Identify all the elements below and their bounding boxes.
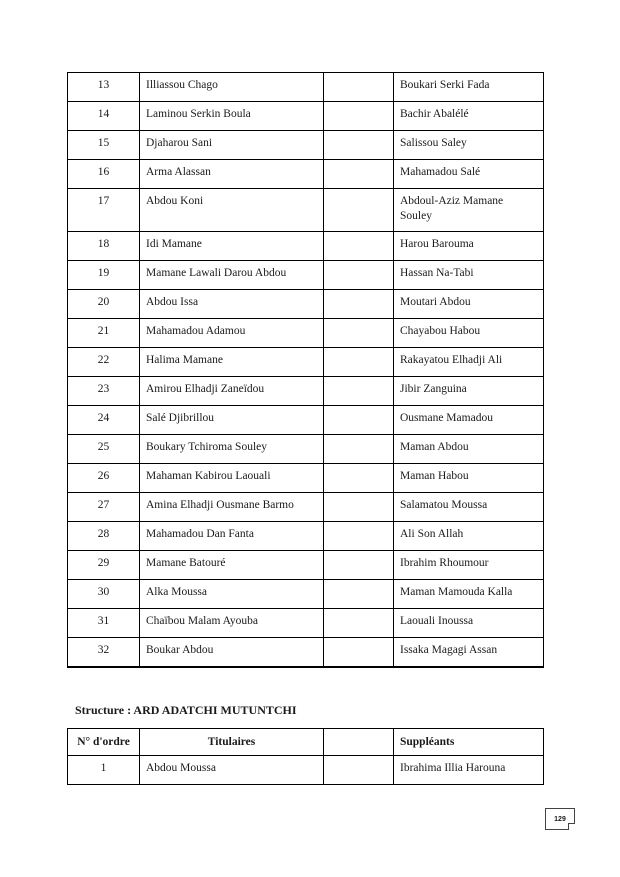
suppleant-name: Maman Abdou [394,435,544,464]
blank-cell [324,102,394,131]
suppleant-name: Laouali Inoussa [394,609,544,638]
suppleant-name: Mahamadou Salé [394,160,544,189]
table-row [68,290,544,319]
suppleant-name: Boukari Serki Fada [394,73,544,102]
table-row [68,493,544,522]
order-number: 17 [68,189,140,232]
suppleant-name: Ousmane Mamadou [394,406,544,435]
order-number: 14 [68,102,140,131]
titulaire-name: Chaïbou Malam Ayouba [140,609,324,638]
table-row [68,261,544,290]
order-number: 30 [68,580,140,609]
titulaire-name: Arma Alassan [140,160,324,189]
blank-cell [324,406,394,435]
order-number: 27 [68,493,140,522]
order-number: 20 [68,290,140,319]
suppleant-name: Maman Habou [394,464,544,493]
header-order: N° d'ordre [68,729,140,756]
table-row [68,406,544,435]
table-row [68,160,544,189]
order-number: 15 [68,131,140,160]
suppleant-name: Issaka Magagi Assan [394,638,544,668]
titulaire-name: Amina Elhadji Ousmane Barmo [140,493,324,522]
blank-cell [324,189,394,232]
titulaire-name: Halima Mamane [140,348,324,377]
table-row [68,522,544,551]
suppleant-name: Rakayatou Elhadji Ali [394,348,544,377]
suppleant-name: Moutari Abdou [394,290,544,319]
suppleant-name: Jibir Zanguina [394,377,544,406]
suppleant-name: Ibrahim Rhoumour [394,551,544,580]
titulaire-name: Mahamadou Dan Fanta [140,522,324,551]
page-number: 129 [545,808,575,830]
order-number: 24 [68,406,140,435]
order-number: 19 [68,261,140,290]
suppleant-name: Ali Son Allah [394,522,544,551]
table-row [68,102,544,131]
table-row [68,319,544,348]
table-row [68,348,544,377]
titulaire-name: Laminou Serkin Boula [140,102,324,131]
titulaire-name: Abdou Koni [140,189,324,232]
blank-cell [324,348,394,377]
header-blank [324,729,394,756]
titulaire-name: Salé Djibrillou [140,406,324,435]
titulaire-name: Djaharou Sani [140,131,324,160]
order-number: 31 [68,609,140,638]
suppleant-name: Salissou Saley [394,131,544,160]
blank-cell [324,290,394,319]
blank-cell [324,522,394,551]
order-number: 26 [68,464,140,493]
table-row [68,609,544,638]
suppleant-name: Maman Mamouda Kalla [394,580,544,609]
table-row [68,189,544,232]
table-header-row [68,729,544,756]
order-number: 29 [68,551,140,580]
blank-cell [324,435,394,464]
titulaire-name: Mamane Lawali Darou Abdou [140,261,324,290]
blank-cell [324,160,394,189]
order-number: 25 [68,435,140,464]
blank-cell [324,261,394,290]
table-row [68,638,544,668]
order-number: 18 [68,232,140,261]
structure-members-table [67,728,544,785]
table-row [68,551,544,580]
blank-cell [324,580,394,609]
suppleant-name: Salamatou Moussa [394,493,544,522]
order-number: 16 [68,160,140,189]
blank-cell [324,73,394,102]
titulaire-name: Mahamadou Adamou [140,319,324,348]
order-number: 13 [68,73,140,102]
order-number: 32 [68,638,140,668]
titulaire-name: Idi Mamane [140,232,324,261]
table-row [68,73,544,102]
table-row [68,756,544,785]
suppleant-name: Abdoul-Aziz Mamane Souley [394,189,544,232]
table-row [68,377,544,406]
titulaire-name: Alka Moussa [140,580,324,609]
blank-cell [324,609,394,638]
titulaire-name: Boukary Tchiroma Souley [140,435,324,464]
blank-cell [324,131,394,160]
blank-cell [324,232,394,261]
suppleant-name: Chayabou Habou [394,319,544,348]
header-titulaires: Titulaires [140,729,324,756]
table-row [68,580,544,609]
suppleant-name: Harou Barouma [394,232,544,261]
suppleant-name: Ibrahima Illia Harouna [394,756,544,785]
header-suppleants: Suppléants [394,729,544,756]
members-table [67,72,544,668]
table-row [68,232,544,261]
suppleant-name: Hassan Na-Tabi [394,261,544,290]
titulaire-name: Abdou Issa [140,290,324,319]
table-row [68,464,544,493]
order-number: 28 [68,522,140,551]
order-number: 21 [68,319,140,348]
structure-heading: Structure : ARD ADATCHI MUTUNTCHI [75,703,297,717]
titulaire-name: Abdou Moussa [140,756,324,785]
titulaire-name: Illiassou Chago [140,73,324,102]
blank-cell [324,319,394,348]
blank-cell [324,551,394,580]
table-row [68,435,544,464]
blank-cell [324,756,394,785]
suppleant-name: Bachir Abalélé [394,102,544,131]
titulaire-name: Amirou Elhadji Zaneïdou [140,377,324,406]
blank-cell [324,464,394,493]
titulaire-name: Mahaman Kabirou Laouali [140,464,324,493]
titulaire-name: Mamane Batouré [140,551,324,580]
titulaire-name: Boukar Abdou [140,638,324,668]
table-row [68,131,544,160]
blank-cell [324,377,394,406]
order-number: 22 [68,348,140,377]
order-number: 23 [68,377,140,406]
blank-cell [324,638,394,668]
blank-cell [324,493,394,522]
order-number: 1 [68,756,140,785]
